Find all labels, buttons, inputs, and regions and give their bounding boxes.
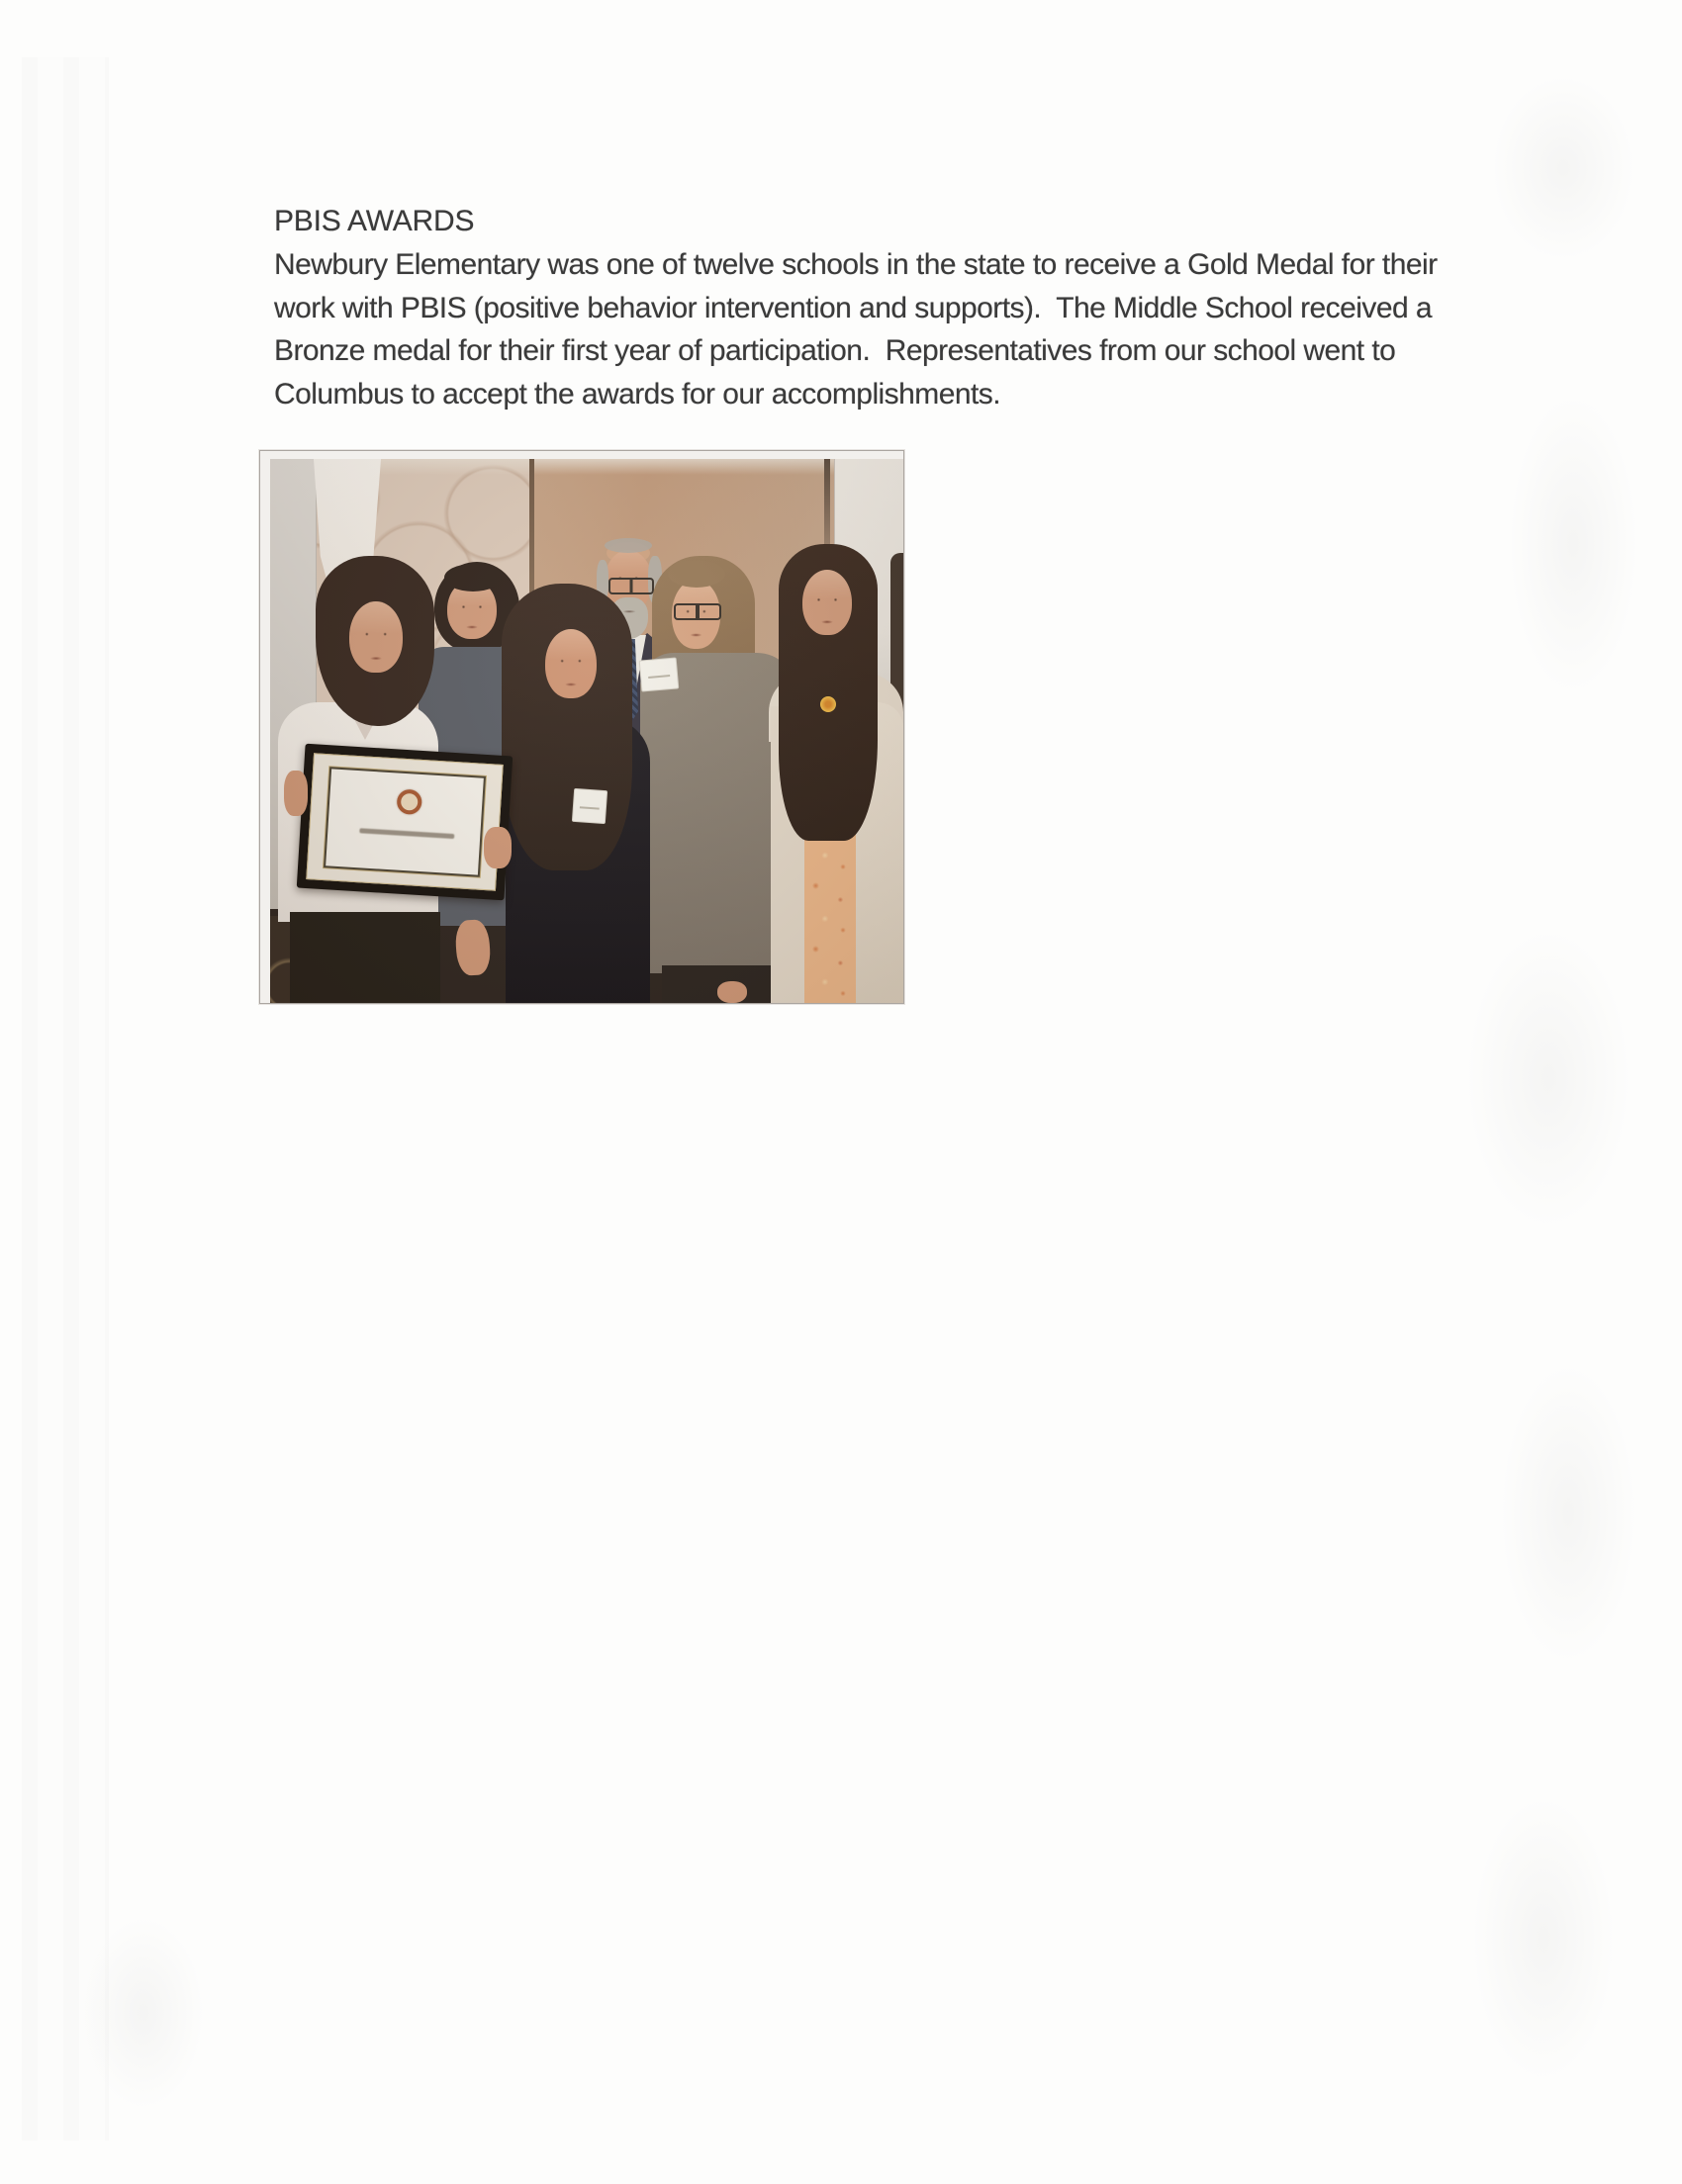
person-2-bangs [444, 564, 502, 592]
paragraph-line-2: work with PBIS (positive behavior intervention and supports). The Middle School received a [274, 291, 1433, 324]
person-1-hand-left [284, 771, 308, 816]
person-5-glasses [674, 603, 721, 620]
scan-blob [1435, 870, 1662, 1286]
person-5-hand [717, 981, 747, 1003]
person-5-nametag [639, 657, 680, 691]
person-3-nametag [572, 788, 607, 824]
person-4-hair-top [605, 538, 652, 553]
certificate-seal [397, 789, 422, 815]
paragraph-line-1: Newbury Elementary was one of twelve schools in the state to receive a Gold Medal for their [274, 248, 1438, 281]
scan-streak-left [22, 57, 109, 2140]
award-photo [259, 450, 904, 1004]
scan-blob [1445, 1741, 1642, 2137]
paragraph-line-4: Columbus to accept the awards for our accomplishments. [274, 377, 1000, 410]
article [274, 200, 1541, 415]
certificate-paper [326, 769, 484, 874]
certificate [297, 744, 514, 901]
person-1-hand-right [484, 827, 512, 868]
person-5-bangs [668, 560, 725, 588]
paragraph-line-3: Bronze medal for their first year of participation. Representatives from our school went to [274, 334, 1396, 368]
scan-blob [59, 1879, 228, 2146]
person-6-flower-pin [820, 696, 836, 712]
person-4-glasses [608, 578, 654, 594]
scan-blob [1474, 1306, 1662, 1721]
photo-scene [270, 459, 903, 1003]
person-1-face [349, 601, 403, 673]
page-title: PBIS AWARDS [274, 205, 475, 237]
certificate-text-smudge [359, 828, 454, 839]
person-3-face [545, 629, 597, 698]
person-6-face [802, 570, 852, 635]
person-1-pants [290, 912, 440, 1003]
person-3-hair [502, 584, 632, 870]
